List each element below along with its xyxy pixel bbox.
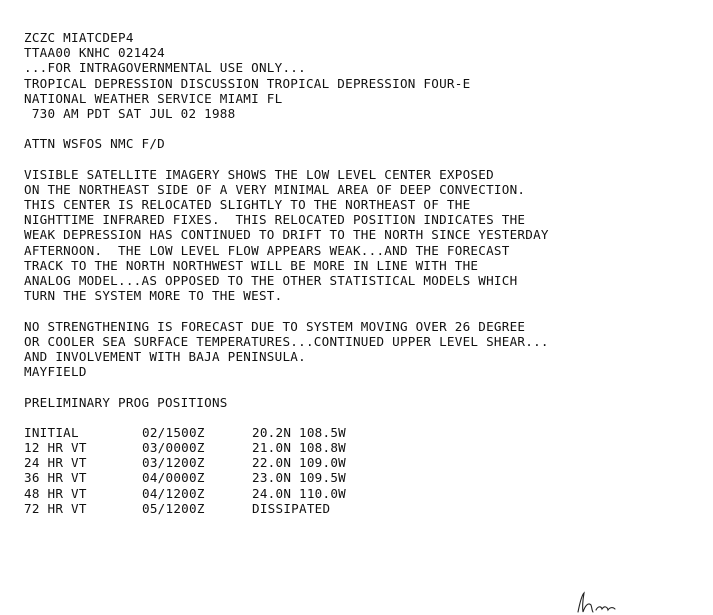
table-row [24, 425, 704, 440]
text-line: NIGHTTIME INFRARED FIXES. THIS RELOCATED POSITION INDICATES THE [24, 212, 526, 228]
spacer [24, 303, 704, 318]
position: 24.0N 110.0W [252, 485, 346, 501]
text-line: OR COOLER SEA SURFACE TEMPERATURES...CONTINUED UPPER LEVEL SHEAR... [24, 333, 549, 349]
table-row [24, 440, 704, 455]
valid-time: 03/0000Z [142, 440, 205, 456]
text-line: ANALOG MODEL...AS OPPOSED TO THE OTHER STATISTICAL MODELS WHICH [24, 273, 518, 288]
table-row [24, 470, 704, 485]
text-line: AFTERNOON. THE LOW LEVEL FLOW APPEARS WEAK...AND THE FORECAST [24, 242, 510, 258]
text-line: ON THE NORTHEAST SIDE OF A VERY MINIMAL AREA OF DEEP CONVECTION. [24, 181, 526, 197]
spacer [24, 152, 704, 167]
discussion-paragraph-2 [24, 319, 704, 365]
header-line: TROPICAL DEPRESSION DISCUSSION TROPICAL DEPRESSION FOUR-E [24, 75, 471, 91]
forecast-period: INITIAL [24, 424, 79, 440]
handwritten-initials [574, 590, 634, 615]
forecast-period: 48 HR VT [24, 485, 87, 501]
table-row [24, 501, 704, 516]
text-line: THIS CENTER IS RELOCATED SLIGHTLY TO THE NORTHEAST OF THE [24, 197, 471, 213]
table-row [24, 486, 704, 501]
header-line: NATIONAL WEATHER SERVICE MIAMI FL [24, 90, 283, 106]
position: 20.2N 108.5W [252, 424, 346, 440]
spacer [24, 379, 704, 394]
valid-time: 04/1200Z [142, 485, 205, 501]
text-line: VISIBLE SATELLITE IMAGERY SHOWS THE LOW LEVEL CENTER EXPOSED [24, 166, 494, 182]
text-line: WEAK DEPRESSION HAS CONTINUED TO DRIFT TO THE NORTH SINCE YESTERDAY [24, 227, 549, 243]
forecast-period: 12 HR VT [24, 440, 87, 456]
header-line: ZCZC MIATCDEP4 [24, 30, 134, 45]
header-line: 730 AM PDT SAT JUL 02 1988 [24, 105, 236, 121]
forecaster-name: MAYFIELD [24, 364, 87, 380]
bulletin-header [24, 30, 704, 121]
text-line: TURN THE SYSTEM MORE TO THE WEST. [24, 288, 283, 304]
attention-line: ATTN WSFOS NMC F/D [24, 136, 165, 152]
header-line: ...FOR INTRAGOVERNMENTAL USE ONLY... [24, 60, 306, 76]
position: 22.0N 109.0W [252, 455, 346, 471]
valid-time: 02/1500Z [142, 424, 205, 440]
text-line: NO STRENGTHENING IS FORECAST DUE TO SYSTEM MOVING OVER 26 DEGREE [24, 318, 526, 334]
bulletin-document [24, 30, 704, 516]
forecast-period: 24 HR VT [24, 455, 87, 471]
prog-positions-title: PRELIMINARY PROG POSITIONS [24, 394, 228, 410]
forecast-period: 72 HR VT [24, 500, 87, 516]
valid-time: 05/1200Z [142, 500, 205, 516]
position: 23.0N 109.5W [252, 470, 346, 486]
header-line: TTAA00 KNHC 021424 [24, 45, 165, 61]
text-line: AND INVOLVEMENT WITH BAJA PENINSULA. [24, 348, 306, 364]
prog-positions-table [24, 425, 704, 516]
table-row [24, 455, 704, 470]
discussion-paragraph-1 [24, 167, 704, 304]
text-line: TRACK TO THE NORTH NORTHWEST WILL BE MORE IN LINE WITH THE [24, 257, 479, 273]
valid-time: 03/1200Z [142, 455, 205, 471]
valid-time: 04/0000Z [142, 470, 205, 486]
forecast-period: 36 HR VT [24, 470, 87, 486]
spacer [24, 121, 704, 136]
spacer [24, 410, 704, 425]
position: DISSIPATED [252, 500, 331, 516]
position: 21.0N 108.8W [252, 440, 346, 456]
